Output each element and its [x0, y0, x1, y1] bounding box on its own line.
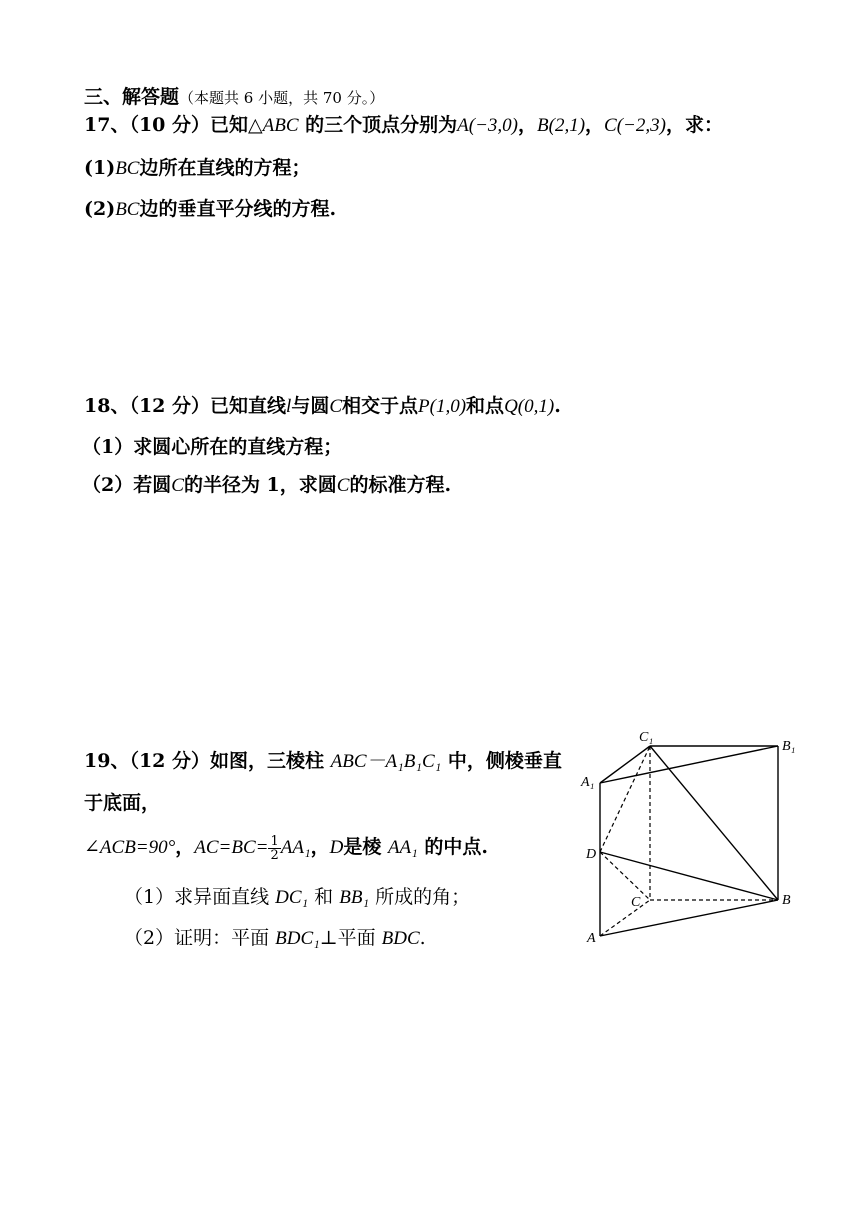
q19-angle: ∠ACB=90° [84, 837, 176, 858]
label-d: D [586, 847, 597, 862]
q19-plane-bdc: BDC [381, 928, 420, 949]
q18-number: 18、 [84, 395, 130, 417]
q18-text: 的标准方程. [349, 474, 452, 496]
q18-score: （12 分） [129, 395, 211, 417]
q18-part1 [82, 434, 342, 460]
q18-part2-number: （2） [82, 474, 134, 496]
q19-stem-line2 [84, 790, 160, 816]
q19-text: 如图，三棱柱 [210, 750, 331, 772]
q18-text: 已知直线 [210, 395, 287, 417]
prism-diagram [578, 728, 808, 948]
q19-text: ， [310, 836, 330, 858]
q17-part1-var: BC [115, 158, 140, 179]
q17-stem: 17、（10 分）已知△ABC 的三个顶点分别为A(−3,0)，B(2,1)，C(−2,3)，求： [84, 114, 723, 136]
q18-part1-number: （1） [82, 436, 134, 458]
fraction-numerator: 1 [270, 833, 279, 849]
q18-part2-var: C [336, 475, 350, 496]
q19-number: 19、 [84, 750, 130, 772]
label-a1: A₁ [581, 775, 595, 790]
q19-condition [84, 834, 488, 862]
q18-line-var: l [286, 396, 292, 417]
q19-equality: AC=BC= [194, 837, 269, 858]
q18-point-p: P(1,0) [418, 396, 467, 417]
q19-part2-number: （2） [124, 927, 175, 949]
q18-text: . [554, 395, 561, 417]
q19-text: 中，侧棱垂直 [441, 750, 562, 772]
q17-number: 17、 [84, 114, 130, 136]
q17-triangle: ABC [262, 115, 299, 136]
edge-ab [600, 900, 778, 936]
q18-text: 的半径为 1，求圆 [183, 474, 337, 496]
q19-part1 [124, 884, 470, 911]
q19-aa1: AA₁ [387, 837, 418, 858]
q17-part2-text: 边的垂直平分线的方程. [139, 198, 337, 220]
label-c: C [631, 895, 641, 910]
q19-prism: ABC－A₁B₁C₁ [330, 751, 442, 772]
label-b: B [782, 893, 791, 908]
q19-text: 是棱 [343, 836, 388, 858]
q19-text: 所成的角； [369, 886, 471, 908]
q19-score: （12 分） [129, 750, 211, 772]
q17-part1-number: (1) [84, 157, 116, 179]
q18-point-q: Q(0,1) [504, 396, 555, 417]
edge-a1b1 [600, 746, 778, 783]
fraction-denominator: 2 [270, 847, 279, 863]
q19-dc1: DC₁ [275, 887, 309, 908]
q19-text: ⊥平面 [319, 927, 382, 949]
q19-text: 求异面直线 [174, 886, 276, 908]
q17-part1 [84, 155, 311, 182]
q17-part2 [84, 196, 336, 223]
q19-bb1: BB₁ [339, 887, 370, 908]
q17-point-b: B(2,1) [537, 115, 586, 136]
q19-text: . [419, 927, 426, 949]
q17-text: 的三个顶点分别为 [298, 114, 458, 136]
q19-text: 证明：平面 [174, 927, 276, 949]
q17-part2-number: (2) [84, 198, 116, 220]
q18-stem [84, 393, 561, 420]
q17-score: （10 分） [129, 114, 211, 136]
q19-plane-bdc1: BDC₁ [275, 928, 320, 949]
q19-part1-number: （1） [124, 886, 175, 908]
q18-circle-var: C [329, 396, 343, 417]
edge-dc1-hidden [600, 746, 650, 852]
q17-text: ，求： [665, 114, 723, 136]
q18-text: 与圆 [291, 395, 330, 417]
q19-point-d: D [329, 837, 344, 858]
q19-aa1: AA₁ [280, 837, 311, 858]
section-heading [84, 84, 384, 111]
q17-part2-var: BC [115, 199, 140, 220]
q18-text: 相交于点 [342, 395, 419, 417]
q17-point-a: A(−3,0) [457, 115, 518, 136]
prism-figure [578, 728, 808, 948]
q19-text: 于底面， [84, 792, 161, 814]
edge-c1b [650, 746, 778, 900]
edge-db [600, 852, 778, 900]
q18-text: 和点 [466, 395, 505, 417]
q19-stem [84, 748, 562, 775]
q18-text: 若圆 [133, 474, 172, 496]
q19-fraction [268, 835, 280, 862]
label-c1: C₁ [639, 730, 654, 745]
q17-part1-text: 边所在直线的方程； [139, 157, 311, 179]
section-note: （本题共 6 小题，共 70 分。） [179, 89, 385, 107]
label-b1: B₁ [782, 739, 796, 754]
q17-text: 已知△ [210, 114, 263, 136]
q19-text: ， [175, 836, 195, 858]
q18-part1-text: 求圆心所在的直线方程； [133, 436, 343, 458]
q19-text: 的中点. [417, 836, 488, 858]
label-a: A [587, 931, 596, 946]
q19-part2 [124, 925, 426, 952]
q17-point-c: C(−2,3) [604, 115, 666, 136]
q18-part2 [82, 472, 451, 499]
q19-text: 和 [308, 886, 340, 908]
section-title: 三、解答题 [84, 86, 180, 108]
q18-part2-var: C [171, 475, 184, 496]
